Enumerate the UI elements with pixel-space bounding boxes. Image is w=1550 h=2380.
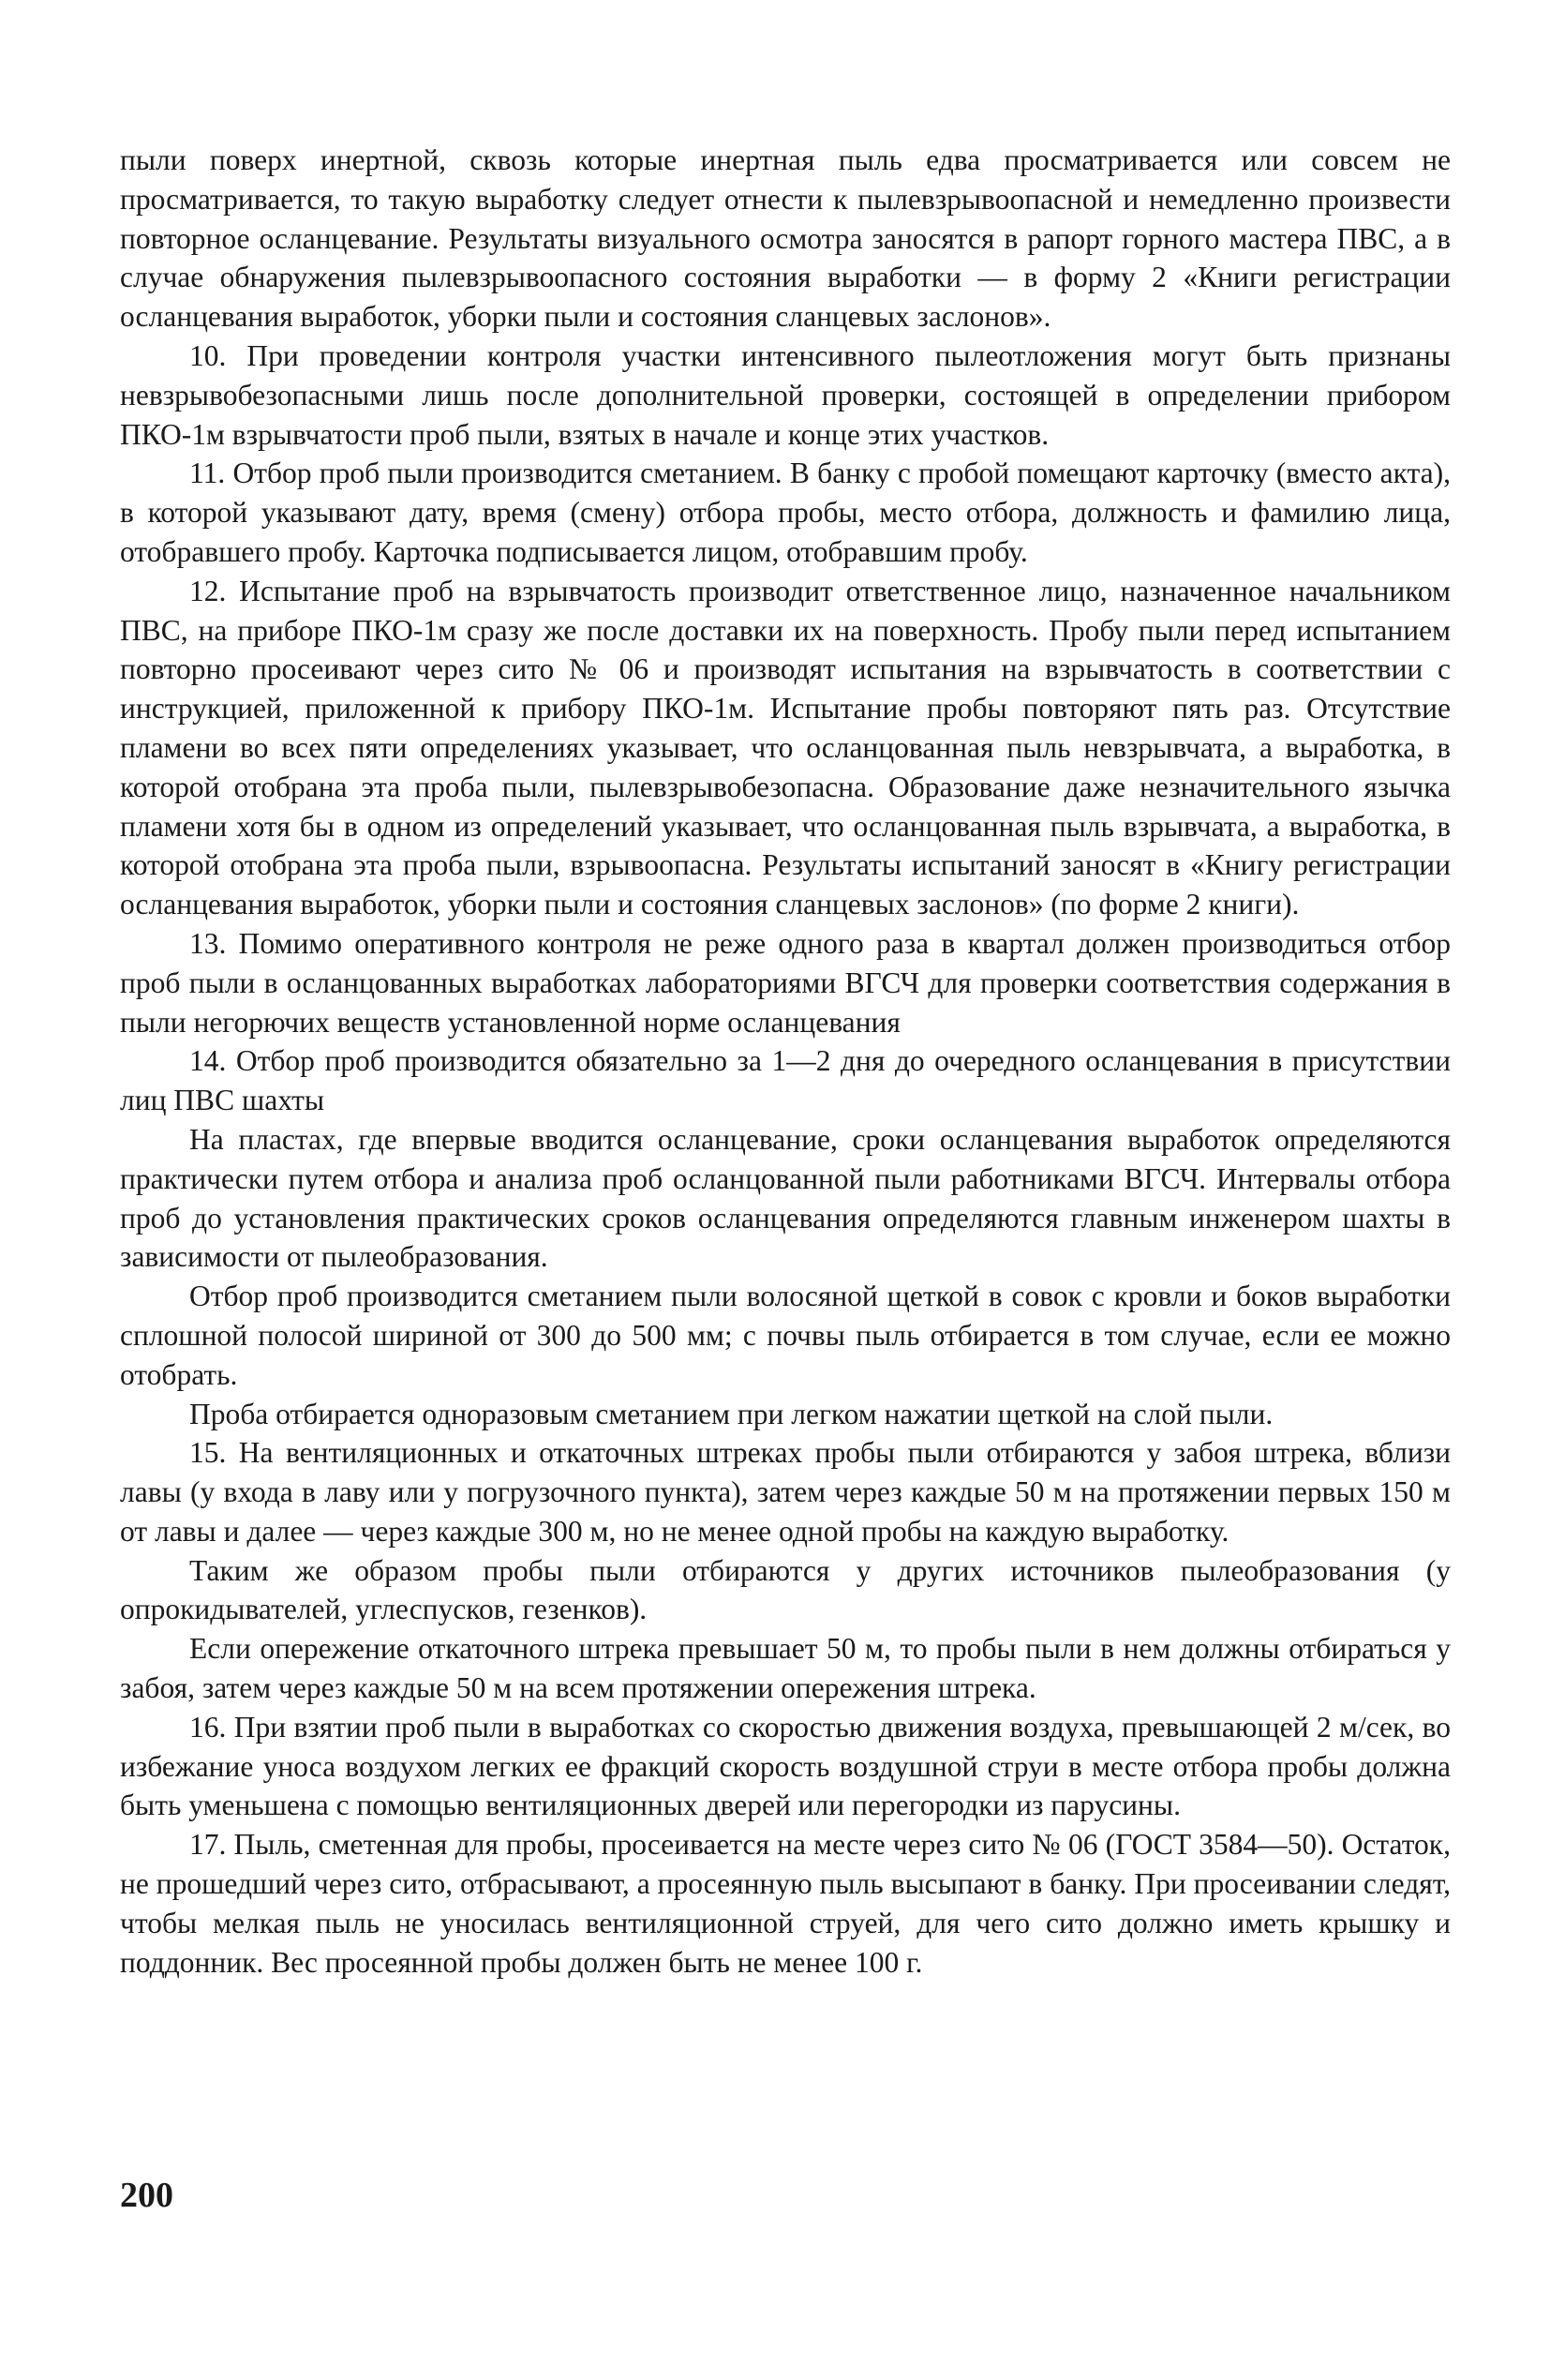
paragraph-other-sources: Таким же образом пробы пыли отбираются у других источников пылеобразования (у опрокидывателей, углеспусков, гезенков). — [120, 1553, 1451, 1626]
paragraph-continuation: пыли поверх инертной, сквозь которые инертная пыль едва просматривается или совсем не просматривается, то такую выработку следует отнести к пылевзрывоопасной и немедленно произвести повторное осланцевание. Результаты визуального осмотра заносятся в рапорт горного мастера ПВС, а в случае обнаружения пылевзрывоопасного состояния выработки — в форму 2 «Книги регистрации осланцевания выработок, уборки пыли и состояния сланцевых заслонов». — [120, 143, 1451, 334]
paragraph-sampling-method: Отбор проб производится сметанием пыли волосяной щеткой в совок с кровли и боков выработки сплошной полосой шириной от 300 до 500 мм; с почвы пыль отбирается в том случае, если ее можно отобрать. — [120, 1280, 1451, 1391]
paragraph-item-15: 15. На вентиляционных и откаточных штреках пробы пыли отбираются у забоя штрека, вблизи лавы (у входа в лаву или у погрузочного пункта), затем через каждые 50 м на протяжении первых 150 м от лавы и далее — через каждые 300 м, но не менее одной пробы на каждую выработку. — [120, 1436, 1451, 1548]
paragraph-advance-drift: Если опережение откаточного штрека превышает 50 м, то пробы пыли в нем должны отбираться у забоя, затем через каждые 50 м на всем протяжении опережения штрека. — [120, 1632, 1451, 1705]
page-number: 200 — [120, 2176, 173, 2215]
paragraph-item-11: 11. Отбор проб пыли производится сметанием. В банку с пробой помещают карточку (вместо акта), в которой указывают дату, время (смену) отбора пробы, место отбора, должность и фамилию лица, отобравшего пробу. Карточка подписывается лицом, отобравшим пробу. — [120, 457, 1451, 568]
page-body — [120, 141, 1451, 1982]
paragraph-item-10: 10. При проведении контроля участки интенсивного пылеотложения могут быть признаны невзрывобезопасными лишь после дополнительной проверки, состоящей в определении прибором ПКО-1м взрывчатости проб пыли, взятых в начале и конце этих участков. — [120, 338, 1451, 451]
paragraph-new-seams: На пластах, где впервые вводится осланцевание, сроки осланцевания выработок определяются практически путем отбора и анализа проб осланцованной пыли работниками ВГСЧ. Интервалы отбора проб до установления практических сроков осланцевания определяются главным инженером шахты в зависимости от пылеобразования. — [120, 1122, 1451, 1274]
paragraph-item-17: 17. Пыль, сметенная для пробы, просеивается на месте через сито № 06 (ГОСТ 3584—50). Остаток, не прошедший через сито, отбрасывают, а просеянную пыль высыпают в банку. При просеивании следят, чтобы мелкая пыль не уносилась вентиляционной струей, для чего сито должно иметь крышку и поддонник. Вес просеянной пробы должен быть не менее 100 г. — [120, 1828, 1451, 1979]
paragraph-item-16: 16. При взятии проб пыли в выработках со скоростью движения воздуха, превышающей 2 м/сек, во избежание уноса воздухом легких ее фракций скорость воздушной струи в месте отбора пробы должна быть уменьшена с помощью вентиляционных дверей или перегородки из парусины. — [120, 1710, 1451, 1822]
paragraph-item-12: 12. Испытание проб на взрывчатость производит ответственное лицо, назначенное начальником ПВС, на приборе ПКО-1м сразу же после доставки их на поверхность. Пробу пыли перед испытанием повторно просеивают через сито № 06 и производят испытания на взрывчатость в соответствии с инструкцией, приложенной к прибору ПКО-1м. Испытание пробы повторяют пять раз. Отсутствие пламени во всех пяти определениях указывает, что осланцованная пыль невзрывчата, а выработка, в которой отобрана эта проба пыли, пылевзрывобезопасна. Образование даже незначительного язычка пламени хотя бы в одном из определений указывает, что осланцованная пыль взрывчата, а выработка, в которой отобрана эта проба пыли, взрывоопасна. Результаты испытаний заносят в «Книгу регистрации осланцевания выработок, уборки пыли и состояния сланцевых заслонов» (по форме 2 книги). — [120, 574, 1451, 921]
paragraph-item-14: 14. Отбор проб производится обязательно за 1—2 дня до очередного осланцевания в присутствии лиц ПВС шахты — [120, 1044, 1451, 1117]
paragraph-item-13: 13. Помимо оперативного контроля не реже одного раза в квартал должен производиться отбор проб пыли в осланцованных выработках лабораториями ВГСЧ для проверки соответствия содержания в пыли негорючих веществ установленной норме осланцевания — [120, 926, 1451, 1039]
paragraph-single-sweep: Проба отбирается одноразовым сметанием при легком нажатии щеткой на слой пыли. — [189, 1397, 1274, 1430]
